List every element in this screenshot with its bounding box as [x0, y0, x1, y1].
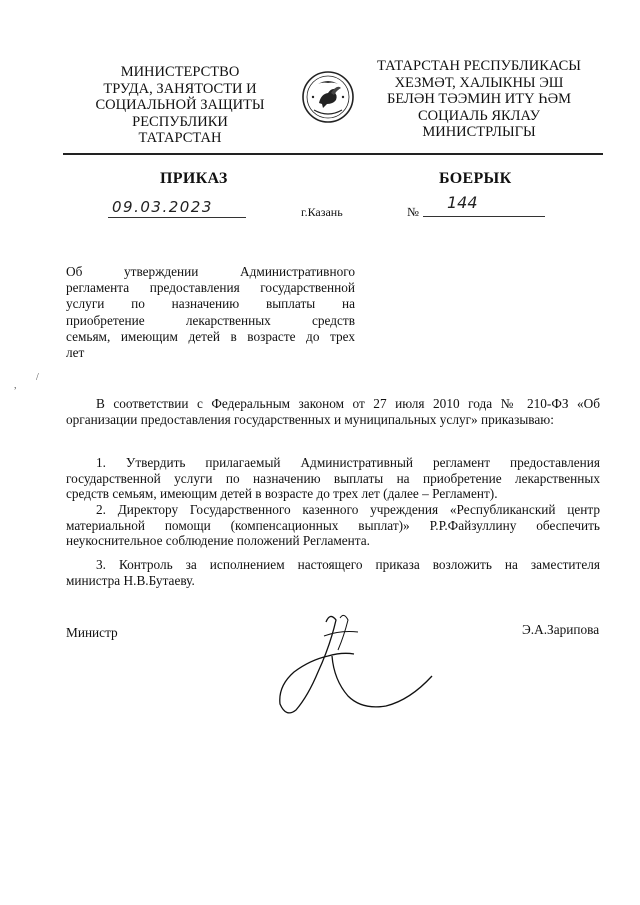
handwritten-signature — [270, 606, 440, 720]
order-title-tatar: БОЕРЫК — [439, 170, 512, 187]
order-item-2 — [66, 502, 600, 549]
order-subject — [66, 264, 355, 361]
order-number: 144 — [447, 193, 478, 212]
text-line: материальной помощи (компенсационных выплат)» Р.Р.Файзуллину обеспечить — [66, 517, 600, 533]
subject-line: семьям, имеющим детей в возрасте до трех — [66, 328, 355, 344]
order-title-russian: ПРИКАЗ — [160, 170, 228, 187]
header-line: РЕСПУБЛИКИ — [132, 113, 228, 130]
header-line: ХЕЗМӘТ, ХАЛЫКНЫ ЭШ — [394, 74, 564, 91]
city-label: г.Казань — [301, 205, 343, 219]
header-line: ТАТАРСТАН РЕСПУБЛИКАСЫ — [377, 58, 581, 74]
ministry-name-tatar — [368, 58, 590, 141]
text-line: 3. Контроль за исполнением настоящего приказа возложить на заместителя — [96, 557, 600, 572]
preamble-paragraph — [66, 396, 600, 427]
header-divider — [63, 153, 603, 155]
subject-line: приобретение лекарственных средств — [66, 312, 355, 328]
header-line: МИНИСТЕРСТВО — [120, 64, 240, 80]
text-line: министра Н.В.Бутаеву. — [66, 572, 195, 588]
header-line: БЕЛӘН ТӘЭМИН ИТҮ ҺӘМ — [387, 91, 571, 107]
header-line: ТАТАРСТАН — [138, 130, 222, 146]
header-line: СОЦИАЛЬНОЙ ЗАЩИТЫ — [95, 97, 265, 113]
header-line: ТРУДА, ЗАНЯТОСТИ И — [103, 80, 257, 97]
text-line: 2. Директору Государственного казенного учреждения «Республиканский центр — [96, 502, 600, 517]
number-underline — [423, 216, 545, 217]
scan-mark: / — [36, 372, 39, 383]
text-line: средств семьям, имеющим детей в возрасте до трех лет (далее – Регламент). — [66, 486, 498, 502]
number-sign: № — [407, 205, 419, 219]
text-line: государственной услуги по назначению выплаты на приобретение лекарственных — [66, 470, 600, 486]
text-line: неукоснительное соблюдение положений Регламента. — [66, 533, 370, 549]
text-line: В соответствии с Федеральным законом от 27 июля 2010 года № 210-ФЗ «Об — [96, 396, 600, 411]
header-line: СОЦИАЛЬ ЯКЛАУ — [418, 107, 540, 124]
header-line: МИНИСТРЛЫГЫ — [422, 124, 536, 140]
text-line: организации предоставления государственных и муниципальных услуг» приказываю: — [66, 411, 554, 427]
coat-of-arms-emblem-icon — [301, 70, 355, 124]
ministry-name-russian — [80, 64, 280, 147]
order-date: 09.03.2023 — [112, 198, 213, 216]
date-underline — [108, 217, 246, 218]
text-line: 1. Утвердить прилагаемый Административный регламент предоставления — [96, 455, 600, 470]
subject-line: услуги по назначению выплаты на — [66, 296, 355, 312]
signatory-title: Министр — [66, 625, 118, 640]
subject-line: лет — [66, 345, 85, 361]
order-item-3 — [66, 557, 600, 588]
order-item-1 — [66, 455, 600, 502]
signatory-name: Э.А.Зарипова — [522, 622, 600, 637]
subject-line: Об утверждении Административного — [66, 264, 355, 279]
subject-line: регламента предоставления государственной — [66, 280, 355, 296]
scan-mark: , — [14, 380, 17, 391]
